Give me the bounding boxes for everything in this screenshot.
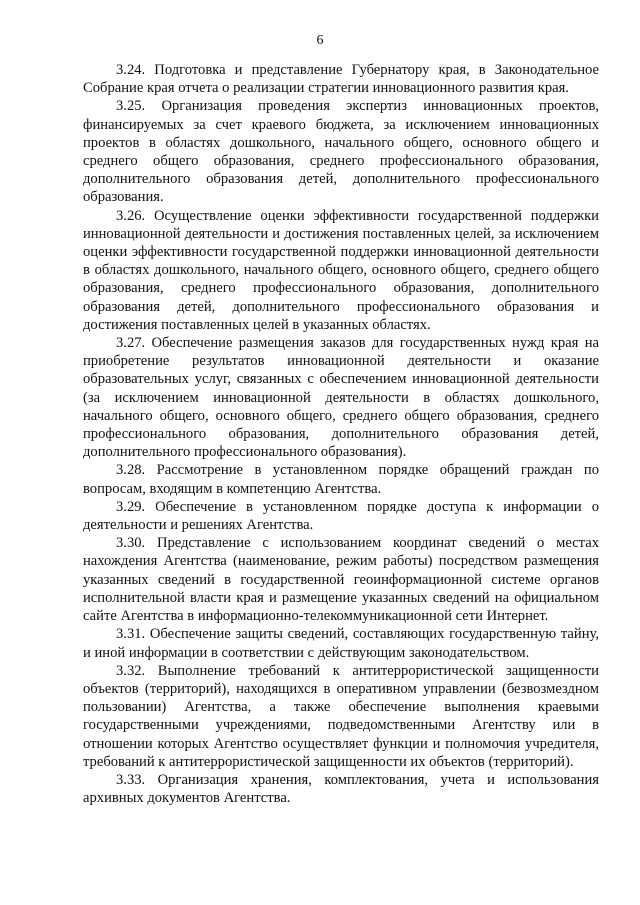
document-body	[83, 61, 599, 807]
paragraph-3-33: 3.33. Организация хранения, комплектования, учета и использования архивных документов Агентства.	[83, 771, 599, 807]
paragraph-3-31: 3.31. Обеспечение защиты сведений, составляющих государственную тайну, и иной информации в соответствии с действующим законодательством.	[83, 626, 599, 661]
paragraph-3-26: 3.26. Осуществление оценки эффективности государственной поддержки инновационной деятельности и достижения поставленных целей, за исключением оценки эффективности государственной поддержки инновационной деятельности в областях дошкольного, начального общего, основного общего, среднего общего образования, среднего профессионального образования, дополнительного образования детей, дополнительного профессионального образования и достижения поставленных целей в указанных областях.	[83, 207, 599, 333]
paragraph-3-25: 3.25. Организация проведения экспертиз инновационных проектов, финансируемых за счет краевого бюджета, за исключением инновационных проектов в областях дошкольного, начального общего, основного общего и среднего общего образования, среднего профессионального образования, дополнительного образования детей, дополнительного профессионального образования.	[83, 98, 599, 206]
page-number: 6	[316, 33, 324, 48]
paragraph-3-32: 3.32. Выполнение требований к антитеррористической защищенности объектов (территорий), находящихся в оперативном управлении (безвозмездном пользовании) Агентства, а также обеспечение выполнения краевыми государственными учреждениями, подведомственными Агентству или в отношении которых Агентство осуществляет функции и полномочия учредителя, требований к антитеррористической защищенности их объектов (территорий).	[83, 662, 599, 770]
paragraph-3-24: 3.24. Подготовка и представление Губернатору края, в Законодательное Собрание края отчета о реализации стратегии инновационного развития края.	[83, 62, 599, 97]
paragraph-3-28: 3.28. Рассмотрение в установленном порядке обращений граждан по вопросам, входящим в компетенцию Агентства.	[83, 462, 599, 497]
paragraph-3-27: 3.27. Обеспечение размещения заказов для государственных нужд края на приобретение результатов инновационной деятельности и оказание образовательных услуг, связанных с обеспечением инновационной деятельности (за исключением инновационной деятельности в областях дошкольного, начального общего, основного общего, среднего общего образования, среднего профессионального образования, дополнительного образования детей, дополнительного профессионального образования).	[83, 335, 599, 461]
paragraph-3-30: 3.30. Представление с использованием координат сведений о местах нахождения Агентства (наименование, режим работы) посредством размещения указанных сведений в государственной геоинформационной системе органов исполнительной власти края и размещение указанных сведений на официальном сайте Агентства в информационно-телекоммуникационной сети Интернет.	[83, 535, 599, 625]
paragraph-3-29: 3.29. Обеспечение в установленном порядке доступа к информации о деятельности и решениях Агентства.	[83, 498, 599, 534]
